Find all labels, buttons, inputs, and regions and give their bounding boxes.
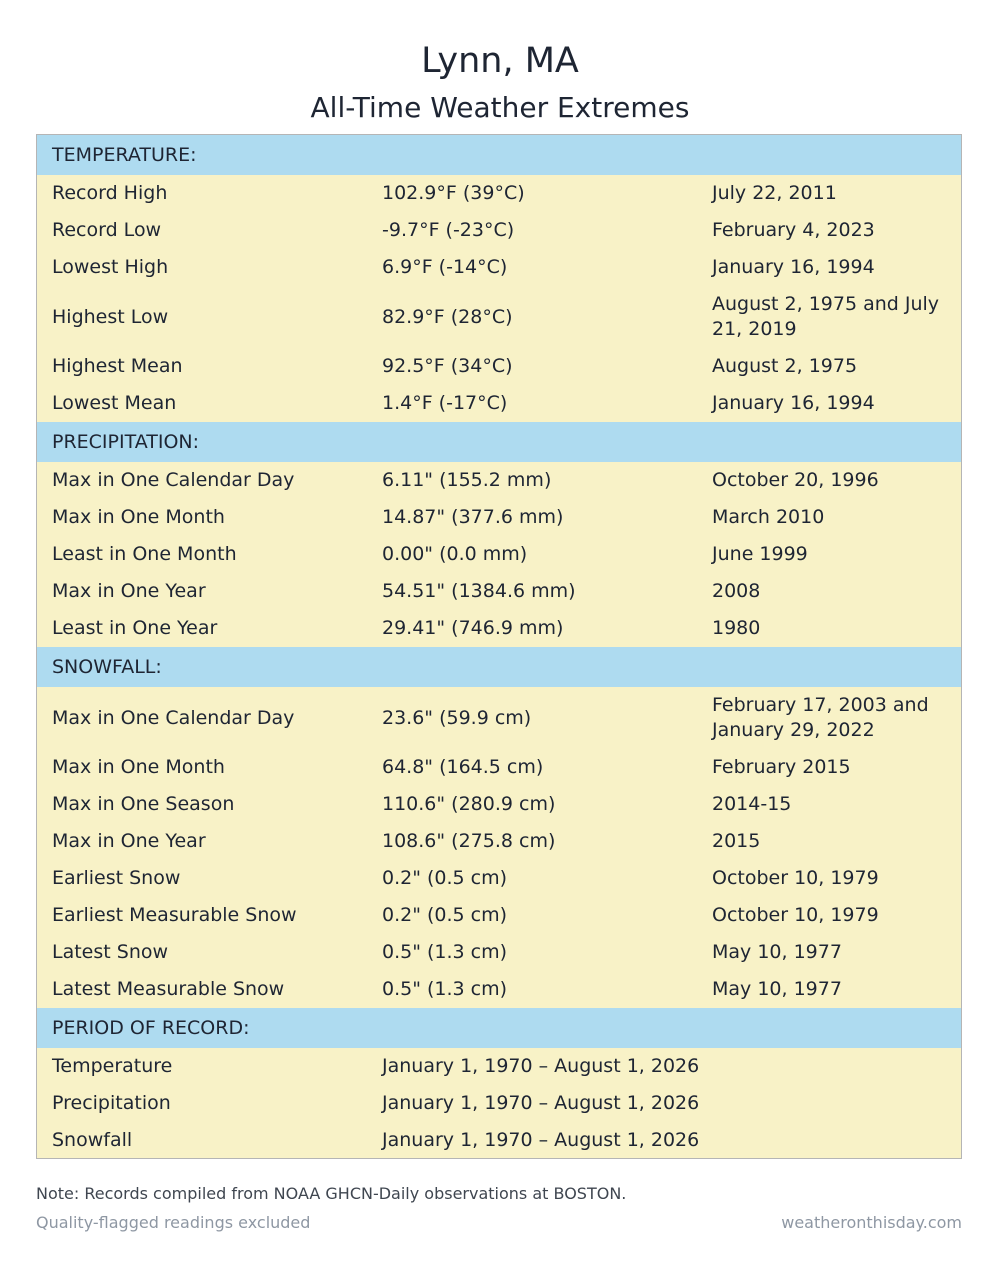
section-label: PERIOD OF RECORD: [52,1017,250,1039]
table-row [37,212,961,249]
table-row [37,573,961,610]
record-name: Max in One Season [52,793,235,815]
table-row [37,286,961,348]
section-label: SNOWFALL: [52,656,162,678]
record-name: Snowfall [52,1129,133,1151]
record-name: Earliest Snow [52,867,181,889]
record-value: 29.41" (746.9 mm) [382,617,564,639]
record-date: 2015 [712,830,761,852]
record-date: 2014-15 [712,793,792,815]
table-row [37,749,961,786]
record-name: Least in One Month [52,543,237,565]
record-date: March 2010 [712,506,825,528]
record-name: Max in One Calendar Day [52,706,295,729]
table-row [37,249,961,286]
record-value: 0.5" (1.3 cm) [382,941,508,963]
record-date: August 2, 1975 and July 21, 2019 [712,293,940,340]
record-name: Lowest Mean [52,392,177,414]
record-date: 1980 [712,617,761,639]
record-date: January 16, 1994 [712,392,875,414]
record-value: 6.11" (155.2 mm) [382,469,552,491]
page-title: Lynn, MA [421,41,579,81]
record-name: Max in One Year [52,830,206,852]
record-name: Temperature [52,1055,173,1077]
page-subtitle: All-Time Weather Extremes [310,91,690,124]
record-name: Lowest High [52,256,169,278]
site-credit: weatheronthisday.com [781,1213,962,1232]
section-label: PRECIPITATION: [52,431,200,453]
record-period: January 1, 1970 – August 1, 2026 [382,1092,700,1114]
record-name: Max in One Month [52,756,225,778]
record-value: 6.9°F (-14°C) [382,256,508,278]
table-row [37,1122,961,1159]
record-name: Max in One Year [52,580,206,602]
record-date: June 1999 [712,543,808,565]
record-value: 110.6" (280.9 cm) [382,793,556,815]
record-value: 108.6" (275.8 cm) [382,830,556,852]
record-date: May 10, 1977 [712,941,842,963]
table-row [37,610,961,647]
table-row [37,1048,961,1085]
record-name: Max in One Month [52,506,225,528]
quality-note: Quality-flagged readings excluded [36,1213,311,1232]
record-name: Earliest Measurable Snow [52,904,297,926]
table-row [37,934,961,971]
section-header-period-of-record [37,1008,961,1048]
table-row [37,536,961,573]
record-date: February 17, 2003 and January 29, 2022 [712,694,929,741]
table-row [37,897,961,934]
table-row [37,348,961,385]
table-row [37,499,961,536]
record-date: October 10, 1979 [712,867,879,889]
record-value: 0.2" (0.5 cm) [382,904,508,926]
record-value: -9.7°F (-23°C) [382,219,515,241]
extremes-table [36,134,962,1159]
record-date: May 10, 1977 [712,978,842,1000]
table-row [37,462,961,499]
section-header-snowfall [37,647,961,687]
record-name: Highest Mean [52,355,183,377]
table-row [37,385,961,422]
record-date: October 10, 1979 [712,904,879,926]
record-value: 54.51" (1384.6 mm) [382,580,576,602]
table-row [37,175,961,212]
table-row [37,1085,961,1122]
table-row [37,687,961,749]
record-date: January 16, 1994 [712,256,875,278]
record-name: Least in One Year [52,617,218,639]
record-value: 1.4°F (-17°C) [382,392,508,414]
record-date: February 2015 [712,756,851,778]
record-name: Precipitation [52,1092,171,1114]
record-value: 0.5" (1.3 cm) [382,978,508,1000]
section-label: TEMPERATURE: [52,144,197,166]
table-row [37,860,961,897]
table-row [37,823,961,860]
section-header-temperature [37,135,961,175]
record-name: Highest Low [52,305,169,328]
record-date: 2008 [712,580,761,602]
record-value: 64.8" (164.5 cm) [382,756,544,778]
table-row [37,971,961,1008]
table-row [37,786,961,823]
record-date: August 2, 1975 [712,355,858,377]
record-name: Record Low [52,219,162,241]
record-value: 102.9°F (39°C) [382,182,525,204]
record-name: Latest Snow [52,941,169,963]
record-name: Record High [52,182,168,204]
record-date: February 4, 2023 [712,219,875,241]
record-period: January 1, 1970 – August 1, 2026 [382,1129,700,1151]
record-value: 92.5°F (34°C) [382,355,513,377]
record-name: Latest Measurable Snow [52,978,285,1000]
record-value: 82.9°F (28°C) [382,305,513,328]
record-date: October 20, 1996 [712,469,879,491]
record-value: 14.87" (377.6 mm) [382,506,564,528]
record-value: 23.6" (59.9 cm) [382,706,532,729]
section-header-precipitation [37,422,961,462]
source-note: Note: Records compiled from NOAA GHCN-Daily observations at BOSTON. [36,1184,627,1203]
record-date: July 22, 2011 [712,182,837,204]
record-name: Max in One Calendar Day [52,469,295,491]
record-value: 0.2" (0.5 cm) [382,867,508,889]
record-value: 0.00" (0.0 mm) [382,543,528,565]
record-period: January 1, 1970 – August 1, 2026 [382,1055,700,1077]
